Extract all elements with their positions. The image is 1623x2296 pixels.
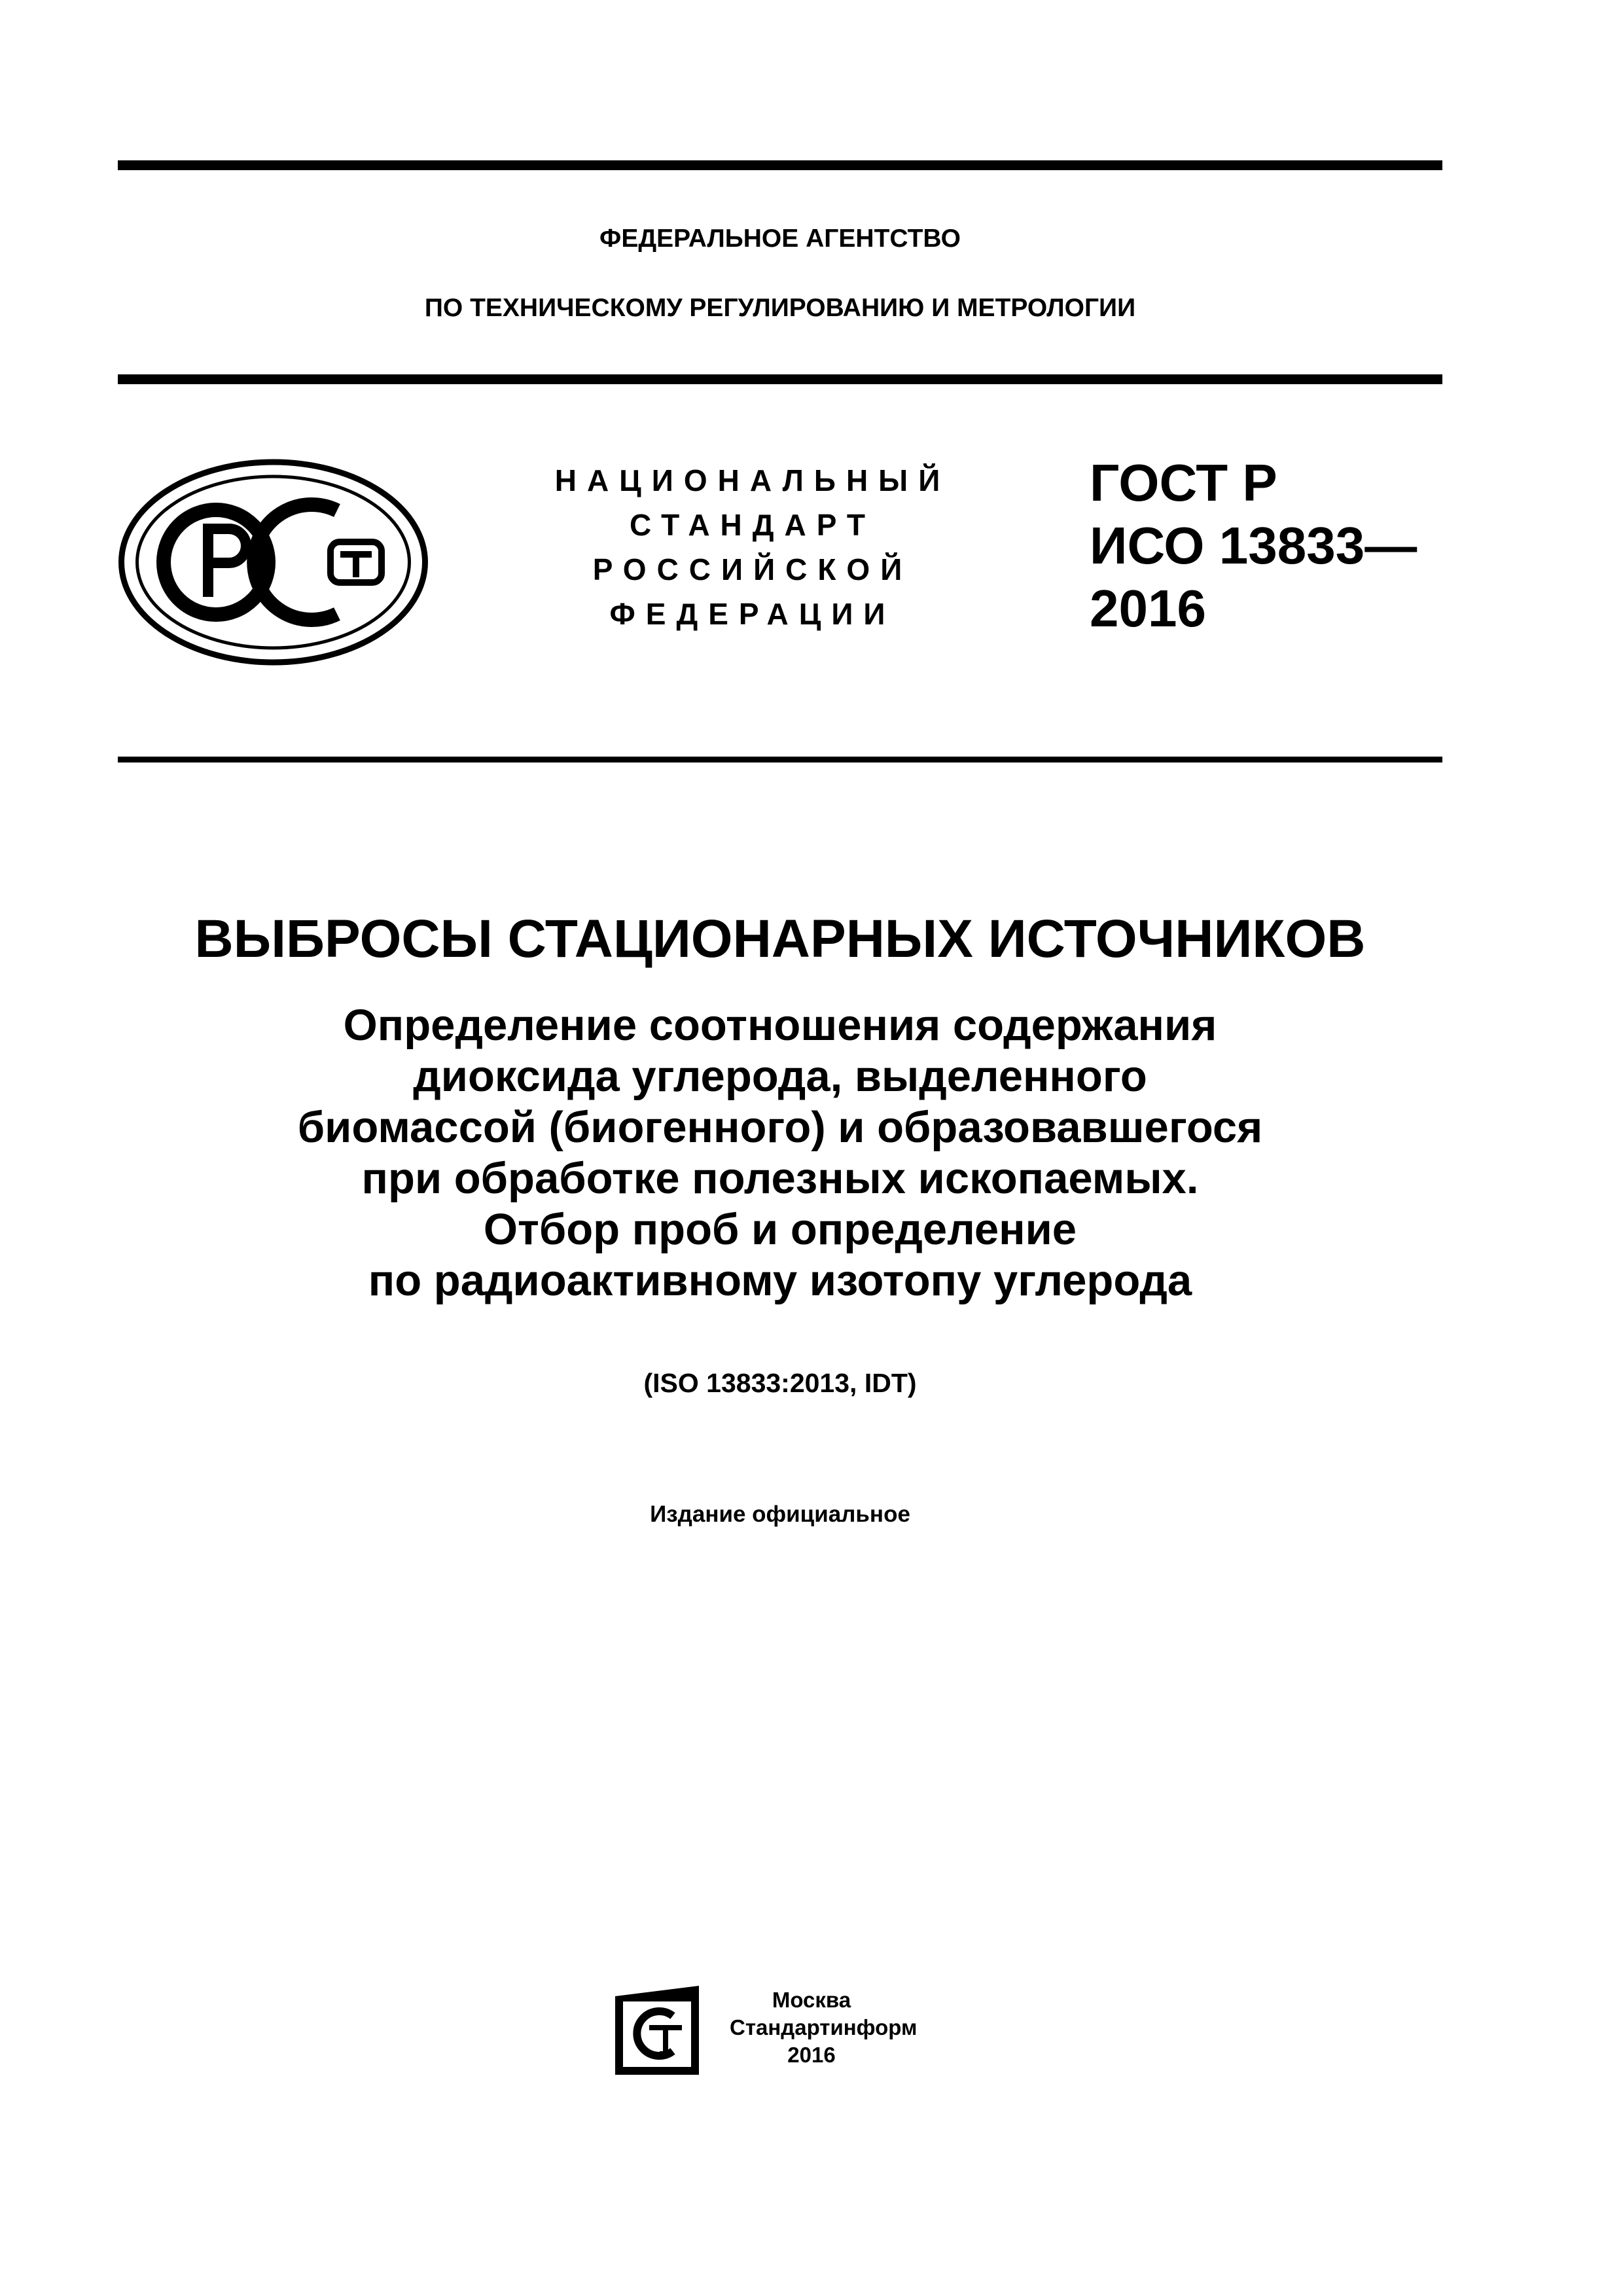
- publisher-city: Москва: [772, 1988, 851, 2012]
- standartinform-logo-icon: [609, 1983, 705, 2079]
- standard-designation: [1090, 452, 1417, 640]
- document-subtitle: [118, 1000, 1442, 1306]
- publisher-name: Стандартинформ: [730, 2015, 918, 2039]
- national-line-4: ФЕДЕРАЦИИ: [609, 597, 896, 631]
- publisher-year: 2016: [787, 2043, 836, 2067]
- section-rule: [118, 757, 1442, 762]
- subtitle-line-5: Отбор проб и определение: [483, 1205, 1077, 1254]
- subtitle-line-4: при обработке полезных ископаемых.: [361, 1154, 1199, 1203]
- subtitle-line-6: по радиоактивному изотопу углерода: [368, 1256, 1192, 1305]
- header-rule: [118, 374, 1442, 384]
- subtitle-line-2: диоксида углерода, выделенного: [413, 1052, 1147, 1101]
- document-title: ВЫБРОСЫ СТАЦИОНАРНЫХ ИСТОЧНИКОВ: [194, 909, 1366, 969]
- agency-line-2: ПО ТЕХНИЧЕСКОМУ РЕГУЛИРОВАНИЮ И МЕТРОЛОГИИ: [424, 294, 1136, 322]
- iso-reference: (ISO 13833:2013, IDT): [643, 1368, 917, 1398]
- designation-line-3: 2016: [1090, 579, 1206, 637]
- top-rule: [118, 160, 1442, 170]
- edition-label: Издание официальное: [650, 1501, 910, 1527]
- designation-line-1: ГОСТ Р: [1090, 454, 1277, 512]
- national-line-1: НАЦИОНАЛЬНЫЙ: [554, 463, 951, 497]
- publisher-block: [730, 1986, 918, 2069]
- national-standard-label: [510, 458, 995, 636]
- designation-line-2: ИСО 13833—: [1090, 516, 1418, 575]
- subtitle-line-3: биомассой (биогенного) и образовавшегося: [297, 1103, 1263, 1152]
- agency-line-1: ФЕДЕРАЛЬНОЕ АГЕНТСТВО: [599, 224, 961, 253]
- national-line-3: РОССИЙСКОЙ: [592, 552, 913, 586]
- subtitle-line-1: Определение соотношения содержания: [343, 1001, 1217, 1050]
- national-line-2: СТАНДАРТ: [630, 508, 876, 542]
- rst-gost-emblem-icon: [118, 458, 429, 666]
